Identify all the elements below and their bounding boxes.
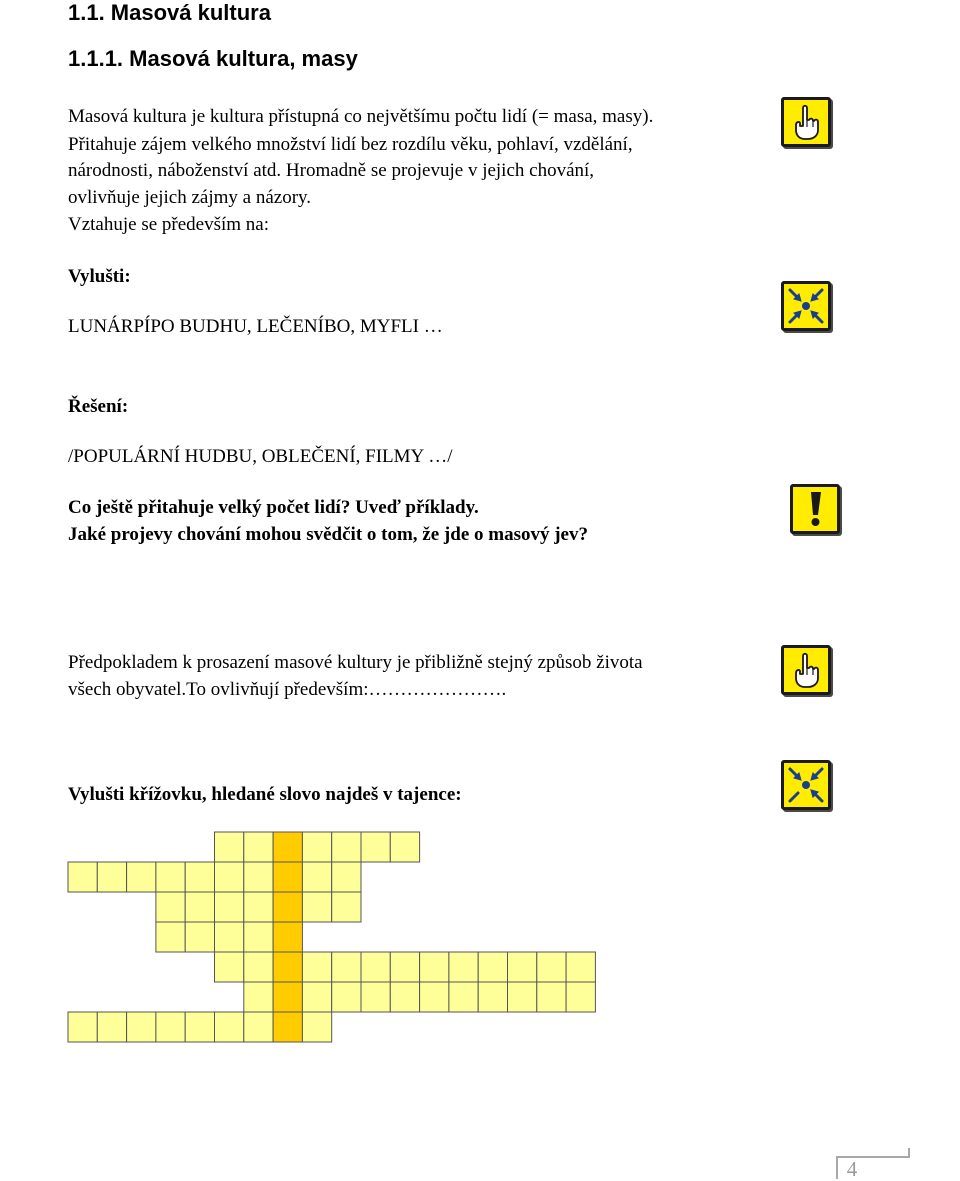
- intro-line-2: Přitahuje zájem velkého množství lidí bez rozdílu věku, pohlaví, vzdělání,: [68, 134, 633, 155]
- intro-line-5: Vztahuje se především na:: [68, 214, 270, 235]
- subsection-heading: 1.1.1. Masová kultura, masy: [68, 46, 358, 71]
- crossword-cell[interactable]: [127, 1012, 156, 1042]
- crossword-tajenka-cell[interactable]: [273, 862, 302, 892]
- crossword-cell[interactable]: [215, 922, 244, 952]
- riddle-scrambled: LUNÁRPÍPO BUDHU, LEČENÍBO, MYFLI …: [68, 316, 443, 337]
- crossword-cell[interactable]: [478, 952, 507, 982]
- crossword-tajenka-cell[interactable]: [273, 1012, 302, 1042]
- crossword-cell[interactable]: [244, 922, 273, 952]
- crossword-cell[interactable]: [390, 952, 419, 982]
- crossword-cell[interactable]: [390, 982, 419, 1012]
- crossword-cell[interactable]: [302, 982, 331, 1012]
- crossword-title: Vylušti křížovku, hledané slovo najdeš v tajence:: [68, 784, 462, 805]
- crossword-cell[interactable]: [156, 922, 185, 952]
- exclamation-icon: [790, 484, 840, 534]
- crossword-cell[interactable]: [244, 832, 273, 862]
- question-1: Co ještě přitahuje velký počet lidí? Uveď příklady.: [68, 497, 479, 518]
- crossword-cell[interactable]: [185, 892, 214, 922]
- converging-arrows-icon: [781, 281, 831, 331]
- crossword-cell[interactable]: [566, 952, 595, 982]
- page-number: 4: [846, 1157, 858, 1181]
- crossword-cell[interactable]: [566, 982, 595, 1012]
- crossword-cell[interactable]: [449, 952, 478, 982]
- crossword-cell[interactable]: [302, 862, 331, 892]
- crossword-cell[interactable]: [508, 952, 537, 982]
- question-2: Jaké projevy chování mohou svědčit o tom, že jde o masový jev?: [68, 524, 588, 545]
- crossword-cell[interactable]: [68, 862, 97, 892]
- crossword-cell[interactable]: [332, 952, 361, 982]
- crossword-cell[interactable]: [97, 1012, 126, 1042]
- crossword-cell[interactable]: [127, 862, 156, 892]
- crossword-cell[interactable]: [332, 982, 361, 1012]
- crossword-cell[interactable]: [215, 952, 244, 982]
- crossword-cell[interactable]: [537, 952, 566, 982]
- converging-arrows-icon: [781, 760, 831, 810]
- crossword-cell[interactable]: [156, 1012, 185, 1042]
- crossword-cell[interactable]: [478, 982, 507, 1012]
- crossword-cell[interactable]: [156, 892, 185, 922]
- crossword-cell[interactable]: [332, 862, 361, 892]
- crossword-cell[interactable]: [185, 1012, 214, 1042]
- crossword-tajenka-cell[interactable]: [273, 952, 302, 982]
- crossword-cell[interactable]: [185, 922, 214, 952]
- crossword-cell[interactable]: [332, 892, 361, 922]
- intro-line-4: ovlivňuje jejich zájmy a názory.: [68, 187, 312, 208]
- crossword-cell[interactable]: [302, 892, 331, 922]
- crossword-cell[interactable]: [390, 832, 419, 862]
- crossword-cell[interactable]: [302, 952, 331, 982]
- premise-line-2: všech obyvatel.To ovlivňují především:………………….: [68, 679, 507, 700]
- crossword-cell[interactable]: [215, 862, 244, 892]
- crossword-cell[interactable]: [244, 982, 273, 1012]
- crossword-cell[interactable]: [302, 832, 331, 862]
- crossword-cell[interactable]: [215, 832, 244, 862]
- crossword-cell[interactable]: [332, 832, 361, 862]
- solution-text: /POPULÁRNÍ HUDBU, OBLEČENÍ, FILMY …/: [68, 446, 453, 467]
- crossword-cell[interactable]: [537, 982, 566, 1012]
- crossword-cell[interactable]: [215, 892, 244, 922]
- crossword-cell[interactable]: [361, 982, 390, 1012]
- crossword-tajenka-cell[interactable]: [273, 922, 302, 952]
- crossword-cell[interactable]: [302, 1012, 331, 1042]
- crossword-cell[interactable]: [185, 862, 214, 892]
- crossword-tajenka-cell[interactable]: [273, 982, 302, 1012]
- crossword-cell[interactable]: [361, 832, 390, 862]
- pointing-hand-icon: [781, 645, 831, 695]
- crossword-cell[interactable]: [97, 862, 126, 892]
- crossword-cell[interactable]: [420, 982, 449, 1012]
- section-heading: 1.1. Masová kultura: [68, 0, 271, 25]
- intro-line-1: Masová kultura je kultura přístupná co největšímu počtu lidí (= masa, masy).: [68, 106, 654, 127]
- crossword-cell[interactable]: [361, 952, 390, 982]
- riddle-label: Vylušti:: [68, 266, 131, 287]
- crossword-tajenka-cell[interactable]: [273, 892, 302, 922]
- crossword-cell[interactable]: [244, 862, 273, 892]
- crossword-cell[interactable]: [68, 1012, 97, 1042]
- solution-label: Řešení:: [68, 396, 129, 417]
- crossword-cell[interactable]: [156, 862, 185, 892]
- crossword-cell[interactable]: [508, 982, 537, 1012]
- crossword-cell[interactable]: [215, 1012, 244, 1042]
- intro-line-3: národnosti, náboženství atd. Hromadně se projevuje v jejich chování,: [68, 160, 595, 181]
- crossword-cell[interactable]: [244, 952, 273, 982]
- crossword-cell[interactable]: [244, 1012, 273, 1042]
- premise-line-1: Předpokladem k prosazení masové kultury je přibližně stejný způsob života: [68, 652, 643, 673]
- crossword-cell[interactable]: [449, 982, 478, 1012]
- crossword-tajenka-cell[interactable]: [273, 832, 302, 862]
- crossword-cell[interactable]: [244, 892, 273, 922]
- crossword-cell[interactable]: [420, 952, 449, 982]
- pointing-hand-icon: [781, 97, 831, 147]
